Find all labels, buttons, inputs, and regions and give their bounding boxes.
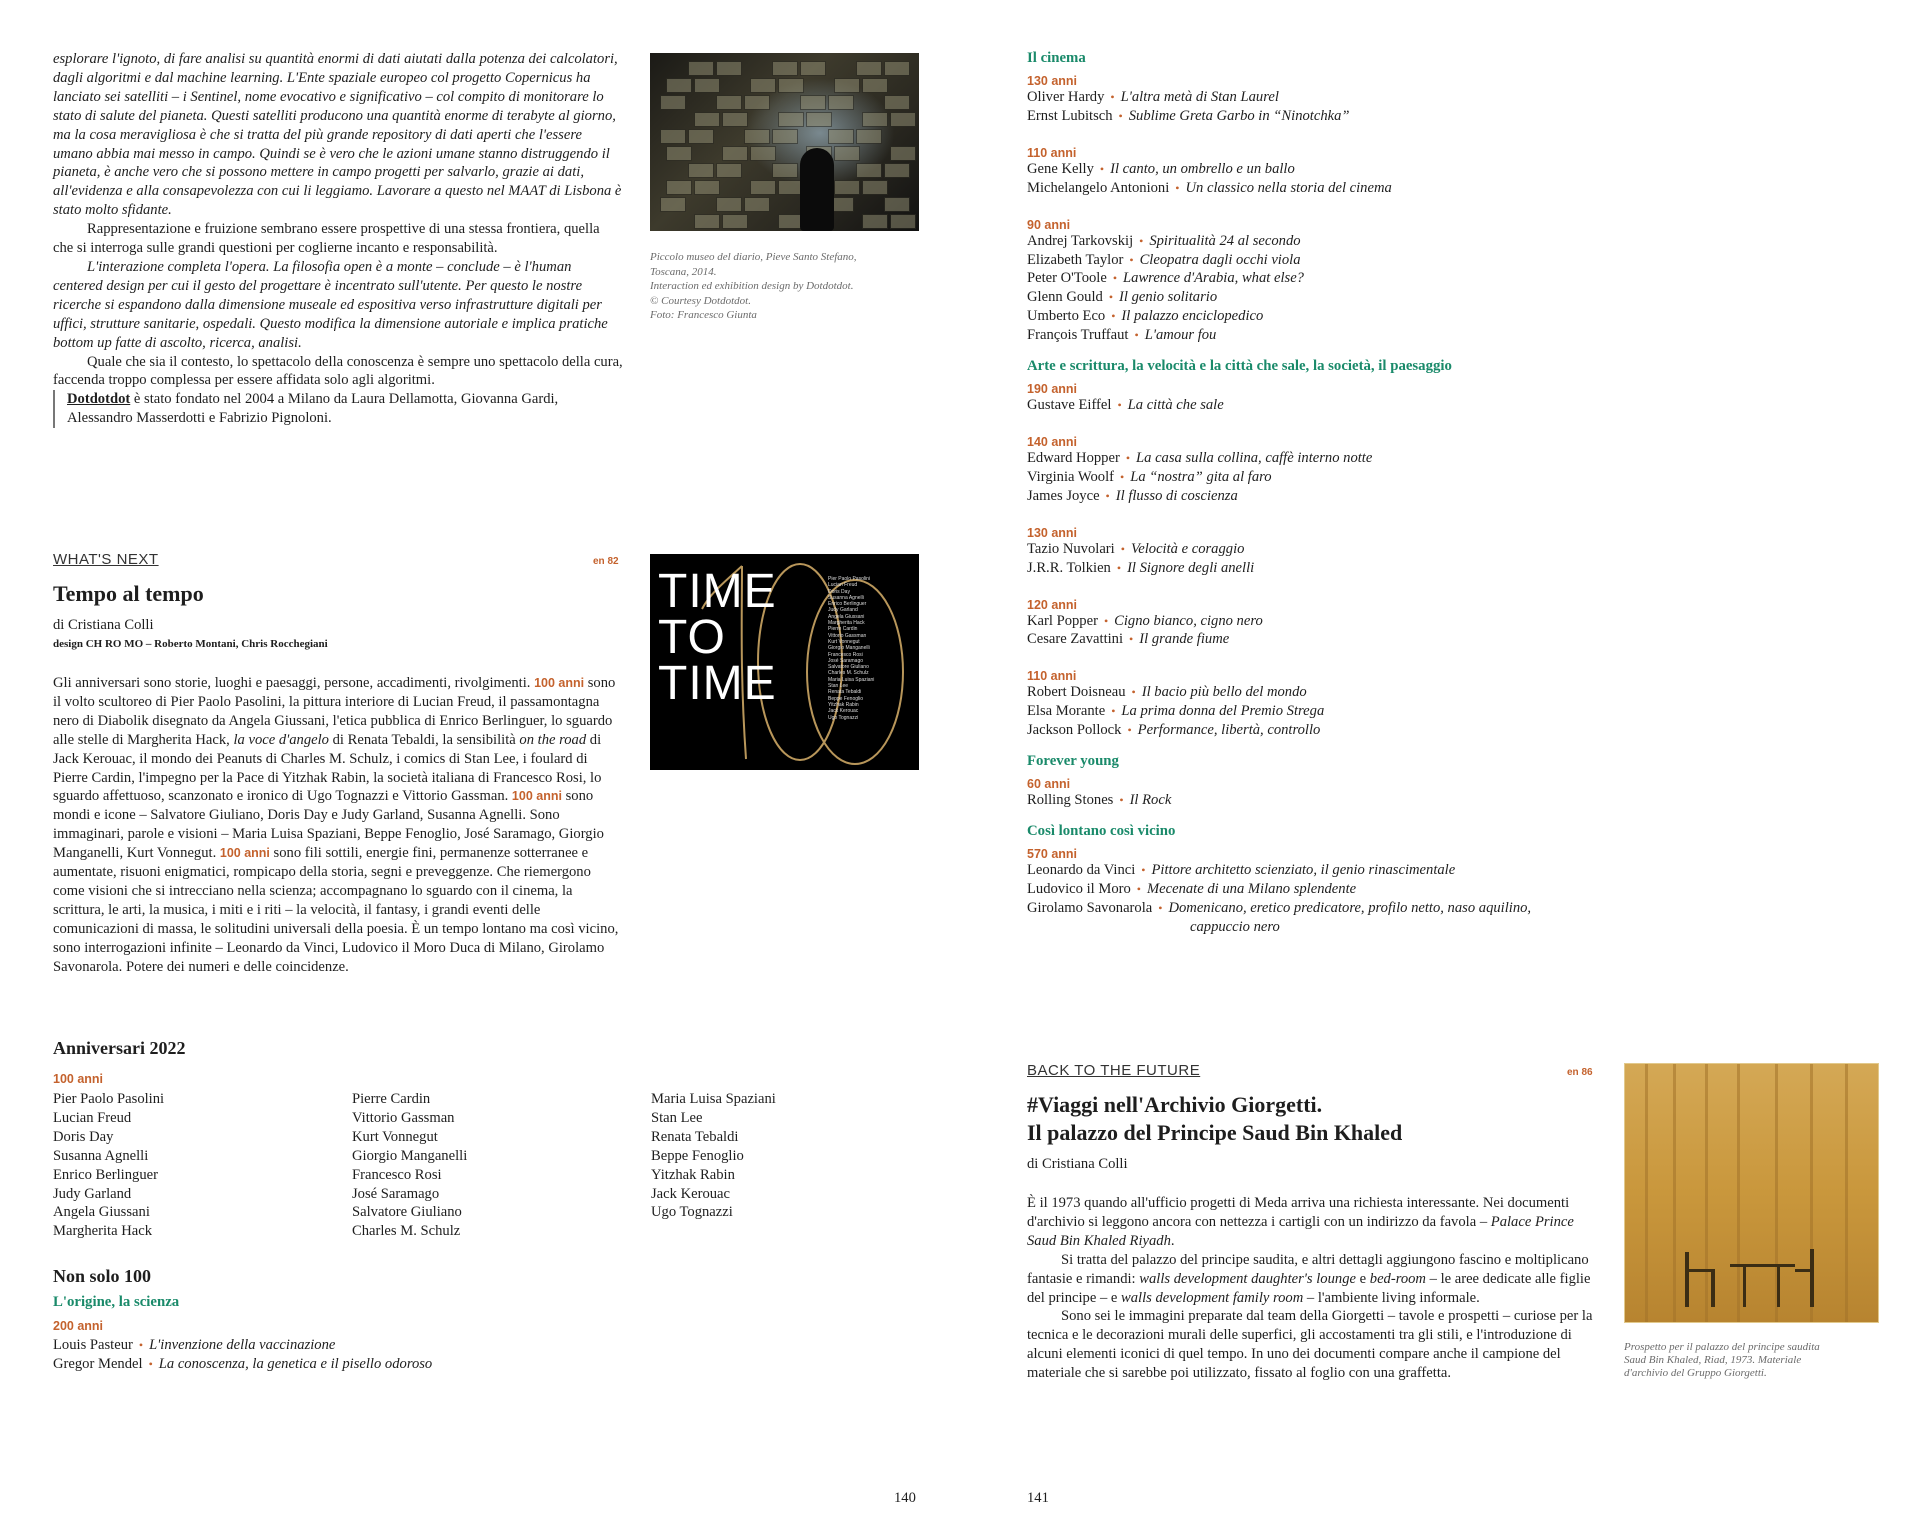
entry-name: Louis Pasteur	[53, 1337, 133, 1353]
archivio-byline: di Cristiana Colli	[1027, 1156, 1128, 1172]
anniversari-col-3	[651, 1090, 776, 1222]
cinema-groups	[1027, 74, 1647, 345]
bullet-dot-icon: •	[1175, 180, 1180, 195]
bullet-dot-icon: •	[1125, 450, 1131, 465]
anniversary-entry	[1027, 160, 1647, 179]
name-entry: Francesco Rosi	[352, 1166, 442, 1183]
name-entry: José Saramago	[828, 657, 864, 664]
anniversary-entry	[1027, 683, 1647, 702]
name-entry: Pier Paolo Pasolini	[53, 1091, 165, 1107]
bullet-dot-icon: •	[1127, 723, 1132, 738]
name-entry: Enrico Berlinguer	[828, 601, 867, 608]
entry-work: Il flusso di coscienza	[1115, 487, 1238, 504]
name-entry: Lucian Freud	[53, 1109, 132, 1126]
entry-work: L'amour fou	[1144, 327, 1217, 344]
anniversary-entry	[1027, 396, 1647, 415]
entry-name: Glenn Gould	[1027, 289, 1103, 306]
name-entry: Pierre Cardin	[352, 1091, 431, 1107]
entry-name: Tazio Nuvolari	[1027, 540, 1115, 557]
entry-name: Ernst Lubitsch	[1027, 107, 1113, 124]
anniversary-entry	[1027, 540, 1647, 559]
entry-work: Il Rock	[1129, 792, 1172, 809]
entry-work: Il genio solitario	[1119, 289, 1218, 306]
entry-name: Cesare Zavattini	[1027, 631, 1124, 648]
entry-name: Andrej Tarkovskij	[1027, 232, 1134, 249]
name-entry: Renata Tebaldi	[828, 689, 862, 696]
entry-name: Elsa Morante	[1027, 703, 1106, 720]
entry-work: Performance, libertà, controllo	[1137, 722, 1321, 739]
name-entry: José Saramago	[352, 1185, 440, 1202]
anniversary-entry	[1027, 179, 1647, 198]
anniversary-entry	[1027, 88, 1647, 107]
entry-work: La conoscenza, la genetica e il pisello odoroso	[158, 1355, 433, 1372]
group-years: 130 anni	[1027, 525, 1078, 540]
bullet-dot-icon: •	[1118, 108, 1123, 123]
bullet-dot-icon: •	[1112, 271, 1118, 286]
name-entry: Lucian Freud	[828, 582, 858, 589]
anniversary-group	[1027, 218, 1647, 345]
intro-paragraph-1: esplorare l'ignoto, di fare analisi su quantità enormi di dati aiutati dalla potenza dei calcolatori, dagli algoritmi e dal machine learning. L'Ente spaziale europeo col progetto Copernicus ha lanciato sei satelliti – i Sentinel, nome evocativo e significativo – col compito di monitorare lo stato di salute del pianeta. Questi satelliti producono una quantità enorme di terabyte al giorno, ma la cosa meravigliosa è che si tratta del più grande repository di dati aperti che l'essere umano abbia mai messo in campo. Quindi se è vero che le azioni umane stanno distruggendo il pianeta, è anche vero che si possono mettere in campo progetti per salvarlo, grazie ai dati, all'evidenza e alla consapevolezza con cui li leggiamo. Lavorare a questo nel MAAT di Lisbona è stato molto sfidante.	[53, 51, 622, 219]
archivio-paragraph-3: Sono sei le immagini preparate dal team della Giorgetti – tavole e prospetti – curiose per la tecnica e le decorazioni murali delle superfici, gli accostamenti tra gli stili, e l'introduzione di alcuni elementi iconici di quel tempo. In uno dei documenti compare anche il campione del materiale che si sarebbe poi utilizzato, fissato al foglio con una graffetta.	[1027, 1308, 1593, 1382]
entry-work: Il canto, un ombrello e un ballo	[1110, 160, 1295, 177]
anniversary-entry	[1027, 232, 1647, 251]
anniversari-col-1	[53, 1090, 164, 1241]
bullet-dot-icon: •	[1110, 90, 1115, 104]
entry-name: James Joyce	[1027, 487, 1100, 504]
entry-work: Domenicano, eretico predicatore, profilo netto, naso aquilino,	[1168, 899, 1532, 916]
bullet-dot-icon: •	[1158, 900, 1163, 915]
entry-work: Spiritualità 24 al secondo	[1149, 232, 1301, 249]
entry-name: Ludovico il Moro	[1027, 880, 1131, 897]
name-entry: Francesco Rosi	[828, 651, 863, 658]
entry-name: Virginia Woolf	[1027, 468, 1114, 485]
archivio-title-line-1: #Viaggi nell'Archivio Giorgetti.	[1027, 1092, 1323, 1117]
name-entry: Doris Day	[828, 588, 850, 595]
entry-work: L'altra metà di Stan Laurel	[1120, 89, 1279, 105]
bullet-dot-icon: •	[1141, 862, 1146, 877]
anniversari-years: 100 anni	[53, 1072, 104, 1086]
anniversary-group	[1027, 526, 1647, 578]
whats-next-kicker[interactable]: WHAT'S NEXT	[53, 551, 159, 568]
entry-name: Karl Popper	[1027, 612, 1098, 629]
anniversary-entry	[1027, 721, 1647, 740]
anniversary-group	[1027, 435, 1647, 506]
anniversary-entry	[1027, 307, 1647, 326]
arte-title: Arte e scrittura, la velocità e la città che sale, la società, il paesaggio	[1027, 358, 1452, 375]
entry-name: Rolling Stones	[1027, 792, 1114, 809]
name-entry: Margherita Hack	[53, 1223, 153, 1240]
entry-name: Leonardo da Vinci	[1027, 861, 1136, 878]
entry-work: Il grande fiume	[1139, 631, 1230, 648]
anniversary-entry	[1027, 791, 1647, 810]
name-entry: Maria Luisa Spaziani	[828, 676, 875, 683]
anniversary-group	[1027, 669, 1647, 740]
tt-word-1: TIME	[658, 565, 777, 618]
entry-name: Robert Doisneau	[1027, 684, 1126, 701]
group-years: 120 anni	[1027, 597, 1078, 612]
entry-work: La “nostra” gita al faro	[1130, 468, 1272, 485]
tempo-body-text: Gli anniversari sono storie, luoghi e paesaggi, persone, accadimenti, rivolgimenti. 100 anni sono il volto scultoreo di Pier Paolo Pasolini, la pittura interiore di Lucian Freud, il passamontagna nero di Diabolik disegnato da Angela Giussani, l'etica pubblica di Enrico Berlinguer, lo sguardo alle stelle di Margherita Hack, la voce d'angelo di Renata Tebaldi, la sensibilità on the road di Jack Kerouac, il mondo dei Peanuts di Charles M. Schulz, i comics di Stan Lee, i foulard di Pierre Cardin, l'impegno per la Pace di Yitzhak Rabin, la società italiana di Francesco Rosi, lo sguardo affettuoso, scanzonato e ironico di Ugo Tognazzi e Vittorio Gassman. 100 anni sono mondi e icone – Salvatore Giuliano, Doris Day e Judy Garland, Susanna Agnelli. Sono immaginari, parole e visioni – Maria Luisa Spaziani, Beppe Fenoglio, José Saramago, Giorgio Manganelli, Kurt Vonnegut. 100 anni sono fili sottili, energie fini, permanenze sotterranee e aumentate, risuoni enigmatici, rompicapo della storia, segni e preveggenze. Che riemergono come visioni che si intrecciano nella scienza; accompagnano lo sguardo con il cinema, la scrittura, le arti, la musica, i miti e i riti – la velocità, il fantasy, i grandi eventi delle comunicazioni di massa, le solitudini universali della poesia. È un tempo lontano ma così vicino, sono interrogazioni infinite – Leonardo da Vinci, Ludovico il Moro Duca di Milano, Girolamo Savonarola. Potere dei numeri e delle coincidenze.	[53, 675, 619, 975]
lontano-continuation: cappuccio nero	[1190, 918, 1280, 935]
archivio-title-line-2: Il palazzo del Principe Saud Bin Khaled	[1027, 1120, 1403, 1145]
arte-groups	[1027, 382, 1647, 740]
tempo-credit: design CH RO MO – Roberto Montani, Chris Rocchegiani	[53, 638, 328, 650]
anniversary-list-right	[1027, 50, 1647, 957]
name-entry: Charles M. Schulz	[828, 670, 869, 677]
anniversary-entry	[1027, 251, 1647, 270]
anniversary-entry	[1027, 861, 1647, 880]
bullet-dot-icon: •	[1131, 685, 1136, 700]
entry-work: Velocità e coraggio	[1130, 540, 1245, 557]
group-years: 130 anni	[1027, 74, 1078, 88]
lontano-title: Così lontano così vicino	[1027, 822, 1176, 839]
name-entry: Jack Kerouac	[828, 708, 859, 715]
group-years: 190 anni	[1027, 382, 1078, 397]
name-entry: Kurt Vonnegut	[352, 1128, 438, 1145]
name-entry: Charles M. Schulz	[352, 1223, 461, 1240]
entry-work: Cigno bianco, cigno nero	[1114, 612, 1263, 629]
bullet-dot-icon: •	[148, 1356, 153, 1371]
lontano-group	[1027, 847, 1647, 937]
name-entry: Angela Giussani	[828, 613, 865, 620]
bullet-dot-icon: •	[1116, 560, 1122, 575]
entry-work: Sublime Greta Garbo in “Ninotchka”	[1128, 107, 1350, 124]
cinema-title: Il cinema	[1027, 50, 1086, 66]
name-entry: Beppe Fenoglio	[651, 1147, 744, 1164]
anniversary-group	[1027, 598, 1647, 650]
anniversari-title: Anniversari 2022	[53, 1038, 186, 1058]
entry-name: Gregor Mendel	[53, 1355, 143, 1372]
name-entry: Angela Giussani	[53, 1204, 150, 1221]
tt-name-list	[828, 576, 874, 721]
name-entry: Pier Paolo Pasolini	[828, 576, 870, 582]
anniversari-col-2	[352, 1090, 467, 1241]
entry-name: Gustave Eiffel	[1027, 397, 1112, 414]
anniversary-entry	[1027, 630, 1647, 649]
name-entry: Giorgio Manganelli	[828, 645, 870, 652]
museum-photo-caption: Piccolo museo del diario, Pieve Santo Stefano, Toscana, 2014. Interaction ed exhibition design by Dotdotdot. © Courtesy Dotdotdot. Foto: Francesco Giunta	[650, 251, 857, 322]
name-entry: Yitzhak Rabin	[828, 701, 859, 708]
intro-text-block	[53, 50, 623, 428]
anniversary-entry	[1027, 487, 1647, 506]
bullet-dot-icon: •	[1119, 793, 1124, 808]
entry-name: Elizabeth Taylor	[1027, 251, 1124, 268]
name-entry: Jack Kerouac	[651, 1185, 731, 1202]
entry-name: Girolamo Savonarola	[1027, 899, 1153, 916]
entry-name: Umberto Eco	[1027, 308, 1106, 325]
bullet-dot-icon: •	[1108, 290, 1114, 305]
name-entry: Yitzhak Rabin	[651, 1166, 735, 1183]
name-entry: Susanna Agnelli	[828, 594, 864, 601]
entry-work: Cleopatra dagli occhi viola	[1139, 251, 1301, 268]
group-years: 90 anni	[1027, 217, 1071, 232]
name-entry: Margherita Hack	[828, 620, 865, 627]
group-years: 110 anni	[1027, 669, 1077, 684]
bullet-dot-icon: •	[1120, 541, 1125, 556]
entry-name: Gene Kelly	[1027, 160, 1094, 177]
bullet-dot-icon: •	[138, 1338, 144, 1352]
entry-name: Peter O'Toole	[1027, 270, 1107, 287]
entry-work: L'invenzione della vaccinazione	[149, 1337, 336, 1353]
bullet-dot-icon: •	[1139, 233, 1144, 248]
archivio-paragraph-2: Si tratta del palazzo del principe saudita, e altri dettagli aggiungono fascino e moltiplicano fantasie e rimandi: walls development daughter's lounge e bed-room – le aree dedicate alle figlie del principe – e walls development family room – l'ambiente living informale.	[1027, 1251, 1591, 1306]
en-ref-82[interactable]: en 82	[593, 556, 619, 567]
anniversary-entry	[1027, 107, 1647, 126]
tt-word-2: TO	[658, 611, 726, 664]
name-entry: Ugo Tognazzi	[828, 714, 859, 721]
tt-word-3: TIME	[658, 657, 777, 710]
name-entry: Susanna Agnelli	[53, 1147, 149, 1164]
dotdotdot-link[interactable]: Dotdotdot	[67, 391, 131, 408]
archivio-body-text	[1027, 1194, 1599, 1383]
entry-work: Mecenate di una Milano splendente	[1146, 880, 1357, 897]
intro-paragraph-3: L'interazione completa l'opera. La filosofia open è a monte – conclude – è l'human centered design per cui il gesto del progettare è incentrato sull'utente. Per questo le nostre ricerche si espandono dalla dimensione museale ed espositiva verso infrastrutture digitali per uffici, strutture sanitarie, ospedali. Questo modifica la dimensione autoriale e implica pratiche bottom up fatte di ascolto, ricerca, analisi.	[53, 258, 608, 351]
entry-name: Oliver Hardy	[1027, 89, 1105, 105]
bullet-dot-icon: •	[1120, 469, 1125, 484]
giorgetti-caption: Prospetto per il palazzo del principe saudita Saud Bin Khaled, Riad, 1973. Materiale d'archivio del Gruppo Giorgetti.	[1624, 1341, 1820, 1380]
name-entry: Kurt Vonnegut	[828, 638, 860, 645]
name-entry: Salvatore Giuliano	[828, 664, 869, 671]
page-number-right: 141	[1027, 1490, 1049, 1506]
bullet-dot-icon: •	[1111, 309, 1116, 324]
intro-paragraph-4: Quale che sia il contesto, lo spettacolo della conoscenza è sempre uno spettacolo della cura, faccenda troppo complessa per essere affidata solo agli algoritmi.	[53, 353, 623, 389]
bullet-dot-icon: •	[1136, 881, 1141, 896]
anniversary-entry	[1027, 326, 1647, 345]
anniversary-group	[1027, 74, 1647, 126]
bullet-dot-icon: •	[1129, 632, 1134, 647]
tempo-title: Tempo al tempo	[53, 581, 204, 606]
name-entry: Ugo Tognazzi	[651, 1204, 733, 1221]
entry-name: Jackson Pollock	[1027, 722, 1122, 739]
en-ref-86[interactable]: en 86	[1567, 1067, 1593, 1078]
anniversary-entry	[1027, 612, 1647, 631]
name-entry: Stan Lee	[651, 1109, 703, 1126]
entry-work: Il palazzo enciclopedico	[1121, 308, 1264, 325]
name-entry: Vittorio Gassman	[828, 632, 867, 639]
anniversary-entry	[1027, 288, 1647, 307]
anniversary-group	[1027, 382, 1647, 415]
bullet-dot-icon: •	[1129, 252, 1134, 267]
anniversary-entry	[1027, 269, 1647, 288]
lontano-years: 570 anni	[1027, 846, 1078, 861]
bullet-dot-icon: •	[1105, 488, 1110, 503]
name-entry: Stan Lee	[828, 683, 849, 690]
anniversary-entry	[1027, 702, 1647, 721]
entry-work: La casa sulla collina, caffè interno notte	[1136, 449, 1373, 466]
forever-group	[1027, 777, 1647, 810]
non-solo-subtitle: L'origine, la scienza	[53, 1294, 180, 1310]
name-entry: Giorgio Manganelli	[352, 1147, 468, 1164]
bullet-dot-icon: •	[1099, 161, 1105, 176]
entry-work: Il Signore degli anelli	[1127, 559, 1255, 576]
name-entry: Renata Tebaldi	[651, 1128, 739, 1145]
entry-work: La prima donna del Premio Strega	[1121, 703, 1325, 720]
name-entry: Maria Luisa Spaziani	[651, 1091, 776, 1107]
bullet-dot-icon: •	[1103, 613, 1109, 628]
intro-paragraph-2: Rappresentazione e fruizione sembrano essere prospettive di una stessa frontiera, quella che si interroga sulle grandi questioni per coglierne incanto e responsabilità.	[53, 221, 600, 257]
page-number-left: 140	[894, 1490, 916, 1506]
entry-work: Pittore architetto scienziato, il genio rinascimentale	[1151, 861, 1456, 878]
bullet-dot-icon: •	[1134, 328, 1139, 343]
name-entry: Pierre Cardin	[828, 626, 858, 633]
forever-title: Forever young	[1027, 753, 1119, 770]
anniversary-entry	[1027, 880, 1647, 899]
back-to-future-kicker[interactable]: BACK TO THE FUTURE	[1027, 1062, 1201, 1079]
name-entry: Judy Garland	[53, 1185, 132, 1202]
name-entry: Judy Garland	[828, 607, 858, 614]
non-solo-list	[53, 1336, 432, 1374]
name-entry: Salvatore Giuliano	[352, 1204, 462, 1221]
entry-work: Il bacio più bello del mondo	[1141, 684, 1307, 701]
entry-work: Lawrence d'Arabia, what else?	[1123, 270, 1304, 287]
name-entry: Doris Day	[53, 1128, 114, 1145]
bullet-dot-icon: •	[1117, 398, 1122, 413]
name-entry: Enrico Berlinguer	[53, 1166, 158, 1183]
entry-name: François Truffaut	[1027, 327, 1129, 344]
group-years: 110 anni	[1027, 145, 1077, 160]
anniversary-group	[1027, 146, 1647, 198]
archivio-paragraph-1: È il 1973 quando all'ufficio progetti di Meda arriva una richiesta interessante. Nei documenti d'archivio si leggono ancora con nettezza i cartigli con un indirizzo da favola – Palace Prince Saud Bin Khaled Riyadh.	[1027, 1195, 1574, 1249]
entry-work: La città che sale	[1127, 397, 1224, 414]
tempo-byline: di Cristiana Colli	[53, 617, 154, 633]
forever-years: 60 anni	[1027, 777, 1071, 792]
name-entry: Vittorio Gassman	[352, 1109, 455, 1126]
bullet-dot-icon: •	[1111, 704, 1116, 719]
museum-photo	[650, 53, 919, 231]
anniversary-entry	[53, 1355, 432, 1374]
entry-name: Michelangelo Antonioni	[1027, 179, 1170, 196]
giorgetti-drawing	[1624, 1063, 1879, 1323]
non-solo-title: Non solo 100	[53, 1266, 152, 1286]
non-solo-years: 200 anni	[53, 1319, 104, 1333]
anniversary-entry	[53, 1336, 432, 1355]
time-to-time-image	[650, 554, 919, 770]
group-years: 140 anni	[1027, 434, 1078, 449]
visitor-silhouette	[800, 148, 834, 231]
anniversary-entry	[1027, 449, 1647, 468]
entry-name: Edward Hopper	[1027, 449, 1120, 466]
anniversary-entry	[1027, 559, 1647, 578]
anniversary-entry	[1027, 468, 1647, 487]
about-dotdotdot: Dotdotdot è stato fondato nel 2004 a Milano da Laura Dellamotta, Giovanna Gardi, Alessandro Masserdotti e Fabrizio Pignoloni.	[53, 390, 623, 428]
entry-name: J.R.R. Tolkien	[1027, 559, 1111, 576]
name-entry: Beppe Fenoglio	[828, 695, 864, 702]
anniversary-entry	[1027, 899, 1647, 918]
entry-work: Un classico nella storia del cinema	[1185, 179, 1392, 196]
